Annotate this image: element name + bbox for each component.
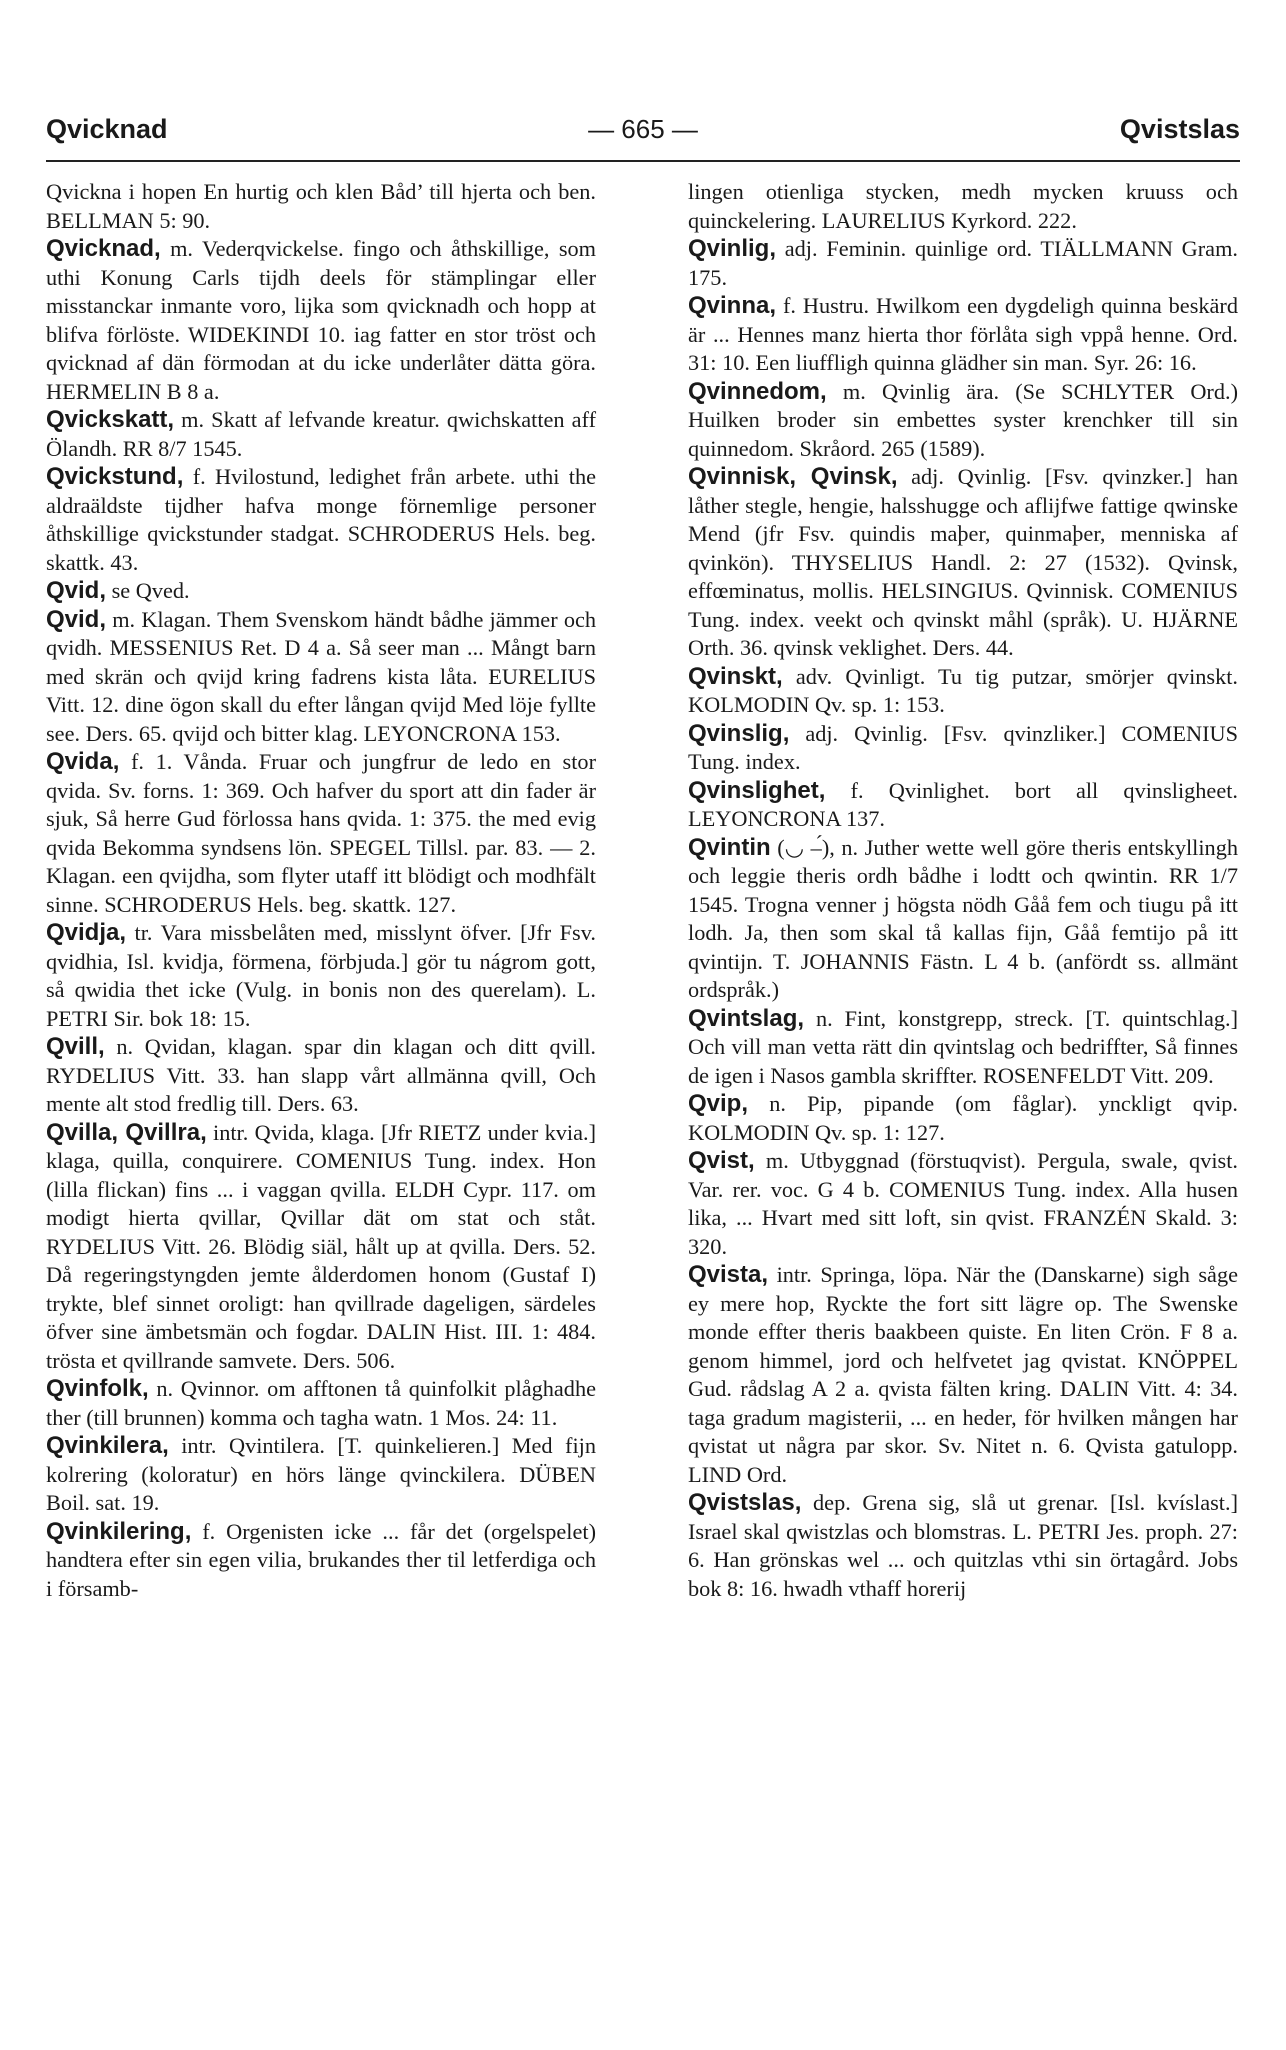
entry-text: intr. Qvintilera. [T. quinkelieren.] Med fijn kolrering (koloratur) en hörs länge qvinckilera. DÜBEN Boil. sat. 19. (46, 1433, 597, 1515)
dictionary-entry (688, 777, 1238, 834)
dictionary-entry (688, 463, 1238, 663)
entry-headword: Qvickstund, (46, 463, 184, 490)
entry-text: n. Fint, konstgrepp, streck. [T. quintschlag.] Och vill man vetta rätt din qvintslag och bedriffter, Så finnes de igen i Nasos gambla skriffter. ROSENFELDT Vitt. 209. (688, 1005, 1238, 1088)
entry-text: n. Qvinnor. om afftonen tå quinfolkit plåghadhe ther (till brunnen) komma och tagha watn. 1 Mos. 24: 11. (46, 1376, 596, 1430)
dictionary-entry (46, 577, 596, 606)
entry-headword: Qvill, (46, 1033, 105, 1060)
dictionary-entry (688, 292, 1238, 378)
entry-text: m. Skatt af lefvande kreatur. qwichskatten aff Ölandh. RR 8/7 1545. (46, 407, 596, 461)
dictionary-entry (688, 663, 1238, 720)
dictionary-entry (46, 1033, 596, 1119)
dictionary-entry (46, 406, 596, 463)
entry-headword: Qvist, (688, 1147, 755, 1174)
dictionary-entry (46, 1119, 596, 1376)
dictionary-entry (688, 1261, 1238, 1489)
entry-text: intr. Springa, löpa. När the (Danskarne) sigh såge ey mere hop, Ryckte the fort sitt lägre op. The Swenske monde effter theris baakbeen quiste. En liten Crön. F 8 a. genom himmel, jord och helfvetet jag qvistat. KNÖPPEL Gud. rådslag A 2 a. qvista fälten kring. DALIN Vitt. 4: 34. taga gradum magisterii, ... en heder, för hvilken mången har qvistat ut några par skor. Sv. Nitet n. 6. Qvista gatulopp. LIND Ord. (688, 1262, 1238, 1487)
header-rule (46, 160, 1240, 162)
entry-headword: Qvista, (688, 1261, 769, 1288)
entry-headword: Qvinlig, (688, 235, 777, 262)
entry-text: m. Qvinlig ära. (Se SCHLYTER Ord.) Huilken broder sin embettes syster krenchker till sin quinnedom. Skråord. 265 (1589). (688, 378, 1238, 461)
page-number: — 665 — (588, 114, 698, 144)
dictionary-entry (46, 235, 596, 406)
dictionary-entry (688, 235, 1238, 292)
entry-headword: Qvinnedom, (688, 377, 827, 405)
entry-text: dep. Grena sig, slå ut grenar. [Isl. kvíslast.] Israel skal qwistzlas och blomstras. L. PETRI Jes. proph. 27: 6. Han grönskas wel ... och quitzlas vthi sin örtagård. Jobs bok 8: 16. hwadh vthaff horerij (688, 1490, 1238, 1601)
entry-headword: Qvinskt, (688, 662, 783, 690)
entry-headword: Qvistslas, (688, 1489, 802, 1516)
header-right-headword: Qvistslas (1119, 114, 1240, 144)
entry-headword: Qvida, (46, 748, 120, 775)
entry-headword: Qvid, (46, 605, 107, 633)
entry-text: adv. Qvinligt. Tu tig putzar, smörjer qvinskt. KOLMODIN Qv. sp. 1: 153. (688, 663, 1239, 717)
dictionary-entry (46, 606, 596, 749)
dictionary-entry (688, 178, 1238, 235)
dictionary-entry (688, 1489, 1238, 1603)
dictionary-entry (46, 1375, 596, 1432)
entry-headword: Qvinkilera, (46, 1432, 169, 1459)
dictionary-entry (46, 463, 596, 577)
entry-headword: Qvidja, (46, 919, 127, 946)
entry-headword: Qvip, (688, 1090, 749, 1117)
entry-text: adj. Qvinlig. [Fsv. qvinzliker.] COMENIUS Tung. index. (688, 720, 1238, 774)
entry-text: f. Orgenisten icke ... får det (orgelspelet) handtera efter sin egen vilia, brukandes ther til letferdiga och i församb- (46, 1518, 596, 1601)
entry-headword: Qvid, (46, 577, 107, 604)
dictionary-entry (46, 919, 596, 1033)
dictionary-entry (688, 1147, 1238, 1261)
dictionary-entry (688, 1005, 1238, 1091)
right-column (688, 178, 1238, 1603)
dictionary-entry (46, 748, 596, 919)
entry-headword: Qvintin (688, 833, 771, 861)
entry-text: Qvickna i hopen En hurtig och klen Båd’ till hjerta och ben. BELLMAN 5: 90. (46, 179, 596, 233)
dictionary-entry (688, 834, 1238, 1005)
entry-text: adj. Feminin. quinlige ord. TIÄLLMANN Gram. 175. (688, 236, 1238, 290)
entry-headword: Qvicknad, (46, 235, 161, 262)
dictionary-entry (688, 720, 1238, 777)
dictionary-entry (46, 1518, 596, 1604)
entry-text: n. Pip, pipande (om fåglar). ynckligt qvip. KOLMODIN Qv. sp. 1: 127. (688, 1091, 1238, 1145)
entry-text: intr. Qvida, klaga. [Jfr RIETZ under kvia.] klaga, quilla, conquirere. COMENIUS Tung. index. Hon (lilla flickan) fins ... i vaggan qvilla. ELDH Cypr. 117. om modigt hierta qvillar, Qvillar dät om stat och ståt. RYDELIUS Vitt. 26. Blödig siäl, hålt up at qvilla. Ders. 52. Då regeringstyngden jemte ålderdomen honom (Gustaf I) trykte, blef sinnet oroligt: han qvillrade dageligen, särdeles öfver sine ämbetsmän och fogdar. DALIN Hist. III. 1: 484. trösta et qvillrande samvete. Ders. 506. (46, 1119, 596, 1373)
entry-headword: Qvinslig, (688, 719, 790, 747)
running-header (46, 114, 1240, 150)
entry-headword: Qvilla, Qvillra, (46, 1118, 207, 1146)
left-column (46, 178, 596, 1603)
entry-headword: Qvinkilering, (46, 1517, 192, 1545)
entry-headword: Qvickskatt, (46, 406, 175, 433)
dictionary-entry (46, 1432, 596, 1518)
entry-text: m. Klagan. Them Svenskom händt bådhe jämmer och qvidh. MESSENIUS Ret. D 4 a. Så seer man ... Mångt barn med skrän och qvijd kring fadrens kista låta. EURELIUS Vitt. 12. dine ögon skall du efter långan qvijd Med löje fyllte see. Ders. 65. qvijd och bitter klag. LEYONCRONA 153. (46, 606, 597, 746)
entry-headword: Qvinnisk, Qvinsk, (688, 463, 898, 490)
entry-text: f. Hvilostund, ledighet från arbete. uthi the aldraäldste tijdher hafva monge förnemlige personer åthskillige qvickstunder stadgat. SCHRODERUS Hels. beg. skattk. 43. (46, 464, 596, 575)
entry-text: se Qved. (111, 578, 190, 603)
entry-text: adj. Qvinlig. [Fsv. qvinzker.] han låther stegle, hengie, halsshugge och aflijfwe fattige qwinske Mend (jfr Fsv. quindis maþer, quinmaþer, menniska af qvinkön). THYSELIUS Handl. 2: 27 (1532). Qvinsk, effœminatus, mollis. HELSINGIUS. Qvinnisk. COMENIUS Tung. index. veekt och qvinskt måhl (språk). U. HJÄRNE Orth. 36. qvinsk veklighet. Ders. 44. (688, 464, 1238, 660)
entry-text: f. Hustru. Hwilkom een dygdeligh quinna beskärd är ... Hennes manz hierta thor förlåta sigh vppå henne. Ord. 31: 10. Een liuffligh quinna glädher sin man. Syr. 26: 16. (688, 293, 1238, 375)
dictionary-entry (688, 378, 1238, 464)
entry-text: n. Qvidan, klagan. spar din klagan och ditt qvill. RYDELIUS Vitt. 33. han slapp vårt allmänna qvill, Och mente alt stod fredlig till. Ders. 63. (46, 1034, 596, 1116)
entry-text: f. 1. Vånda. Fruar och jungfrur de ledo en stor qvida. Sv. forns. 1: 369. Och hafver du sport att din fader är sjuk, Så herre Gud förlossa hans qvida. 1: 375. the med evig qvida Bekomma syndsens lön. SPEGEL Tillsl. par. 83. — 2. Klagan. een qvijdha, som flyter utaff itt blödigt och modhfält sinne. SCHRODERUS Hels. beg. skattk. 127. (46, 749, 596, 917)
dictionary-entry (688, 1090, 1238, 1147)
entry-headword: Qvintslag, (688, 1004, 805, 1032)
entry-headword: Qvinna, (688, 292, 777, 319)
entry-text: lingen otienliga stycken, medh mycken kruuss och quinckelering. LAURELIUS Kyrkord. 222. (688, 179, 1238, 233)
entry-text: tr. Vara missbelåten med, misslynt öfver. [Jfr Fsv. qvidhia, Isl. kvidja, förmena, förbjuda.] gör tu nágrom gott, så qwidia thet icke (Vulg. in bonis non des querelam). L. PETRI Sir. bok 18: 15. (46, 920, 596, 1031)
entry-text: m. Vederqvickelse. fingo och åthskillige, som uthi Konung Carls tijdh deels för stämplingar eller misstanckar inmante voro, lijka som qvicknadh och hopp at blifva förlöste. WIDEKINDI 10. iag fatter en stor tröst och qvicknad af dän förmodan at du icke underlåter dätta göra. HERMELIN B 8 a. (46, 236, 596, 404)
header-left-headword: Qvicknad (46, 114, 168, 144)
dictionary-entry (46, 178, 596, 235)
entry-text: m. Utbyggnad (förstuqvist). Pergula, swale, qvist. Var. rer. voc. G 4 b. COMENIUS Tung. index. Alla husen lika, ... Hvart med sitt loft, sin qvist. FRANZÉN Skald. 3: 320. (688, 1148, 1238, 1259)
entry-text: f. Qvinlighet. bort all qvinsligheet. LEYONCRONA 137. (688, 777, 1238, 831)
entry-text: (◡ –́), n. Juther wette well göre theris entskyllingh och leggie theris ordh bådhe i lodtt och qwintin. RR 1/7 1545. Trogna venner j högsta nödh Gåå fem och tiugu på itt lodh. Ja, then som skal tå kallas fijn, Gåå femtijo på itt qvintijn. T. JOHANNIS Fästn. L 4 b. (anfördt ss. allmänt ordspråk.) (688, 834, 1239, 1002)
entry-headword: Qvinslighet, (688, 776, 826, 804)
entry-headword: Qvinfolk, (46, 1375, 149, 1402)
